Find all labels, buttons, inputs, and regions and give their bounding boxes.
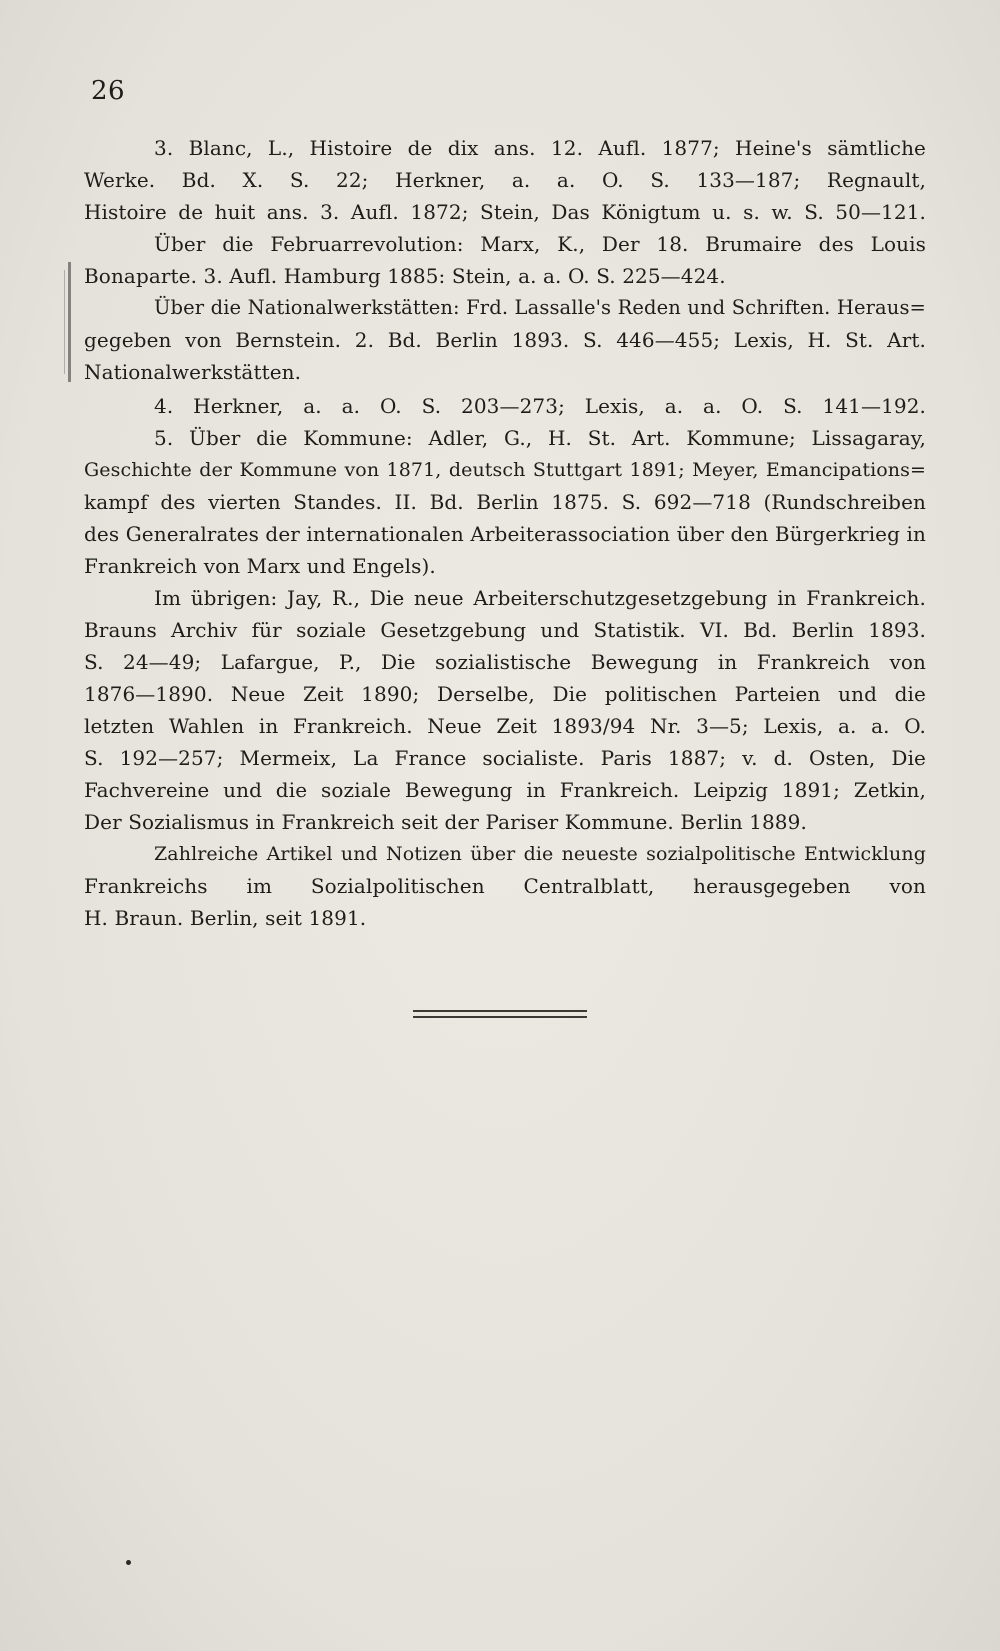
text-line: Werke. Bd. X. S. 22; Herkner, a. a. O. S. 133—187; Regnault,: [84, 168, 926, 192]
ink-speck: [126, 1560, 131, 1565]
text-line: Geschichte der Kommune von 1871, deutsch Stuttgart 1891; Meyer, Emancipations=: [84, 459, 926, 481]
bibliography-text: [84, 132, 926, 934]
text-line: 4. Herkner, a. a. O. S. 203—273; Lexis, a. a. O. S. 141—192.: [154, 394, 926, 418]
text-line: Frankreich von Marx und Engels).: [84, 554, 436, 578]
section-end-rule-lower: [413, 1016, 587, 1018]
text-line: Bonaparte. 3. Aufl. Hamburg 1885: Stein, a. a. O. S. 225—424.: [84, 264, 726, 288]
text-line: Nationalwerkstätten.: [84, 360, 302, 384]
page-number: 26: [91, 76, 126, 106]
text-line: Zahlreiche Artikel und Notizen über die neueste sozialpolitische Entwicklung: [154, 843, 926, 865]
text-line: S. 24—49; Lafargue, P., Die sozialistische Bewegung in Frankreich von: [84, 650, 926, 674]
text-line: Brauns Archiv für soziale Gesetzgebung und Statistik. VI. Bd. Berlin 1893.: [84, 618, 926, 642]
text-line: letzten Wahlen in Frankreich. Neue Zeit 1893/94 Nr. 3—5; Lexis, a. a. O.: [84, 714, 926, 738]
text-line: Im übrigen: Jay, R., Die neue Arbeiterschutzgesetzgebung in Frankreich.: [154, 586, 926, 610]
text-line: Über die Nationalwerkstätten: Frd. Lassalle's Reden und Schriften. Heraus=: [154, 296, 926, 319]
margin-mark-secondary: [64, 270, 65, 374]
text-line: 1876—1890. Neue Zeit 1890; Derselbe, Die politischen Parteien und die: [84, 682, 926, 706]
text-line: Histoire de huit ans. 3. Aufl. 1872; Stein, Das Königtum u. s. w. S. 50—121.: [84, 200, 926, 224]
text-line: Fachvereine und die soziale Bewegung in Frankreich. Leipzig 1891; Zetkin,: [84, 778, 926, 802]
text-line: Frankreichs im Sozialpolitischen Centralblatt, herausgegeben von: [84, 874, 926, 898]
text-line: gegeben von Bernstein. 2. Bd. Berlin 1893. S. 446—455; Lexis, H. St. Art.: [84, 328, 926, 352]
text-line: S. 192—257; Mermeix, La France socialiste. Paris 1887; v. d. Osten, Die: [84, 746, 926, 770]
text-line: kampf des vierten Standes. II. Bd. Berlin 1875. S. 692—718 (Rundschreiben: [84, 490, 926, 514]
section-end-rule: [413, 1010, 587, 1012]
margin-mark: [68, 262, 71, 382]
text-line: 5. Über die Kommune: Adler, G., H. St. Art. Kommune; Lissagaray,: [154, 426, 926, 450]
text-line: H. Braun. Berlin, seit 1891.: [84, 906, 367, 930]
text-line: 3. Blanc, L., Histoire de dix ans. 12. Aufl. 1877; Heine's sämtliche: [154, 136, 926, 160]
text-line: des Generalrates der internationalen Arbeiterassociation über den Bürgerkrieg in: [84, 522, 926, 546]
text-line: Über die Februarrevolution: Marx, K., Der 18. Brumaire des Louis: [154, 232, 926, 256]
text-line: Der Sozialismus in Frankreich seit der Pariser Kommune. Berlin 1889.: [84, 810, 807, 834]
